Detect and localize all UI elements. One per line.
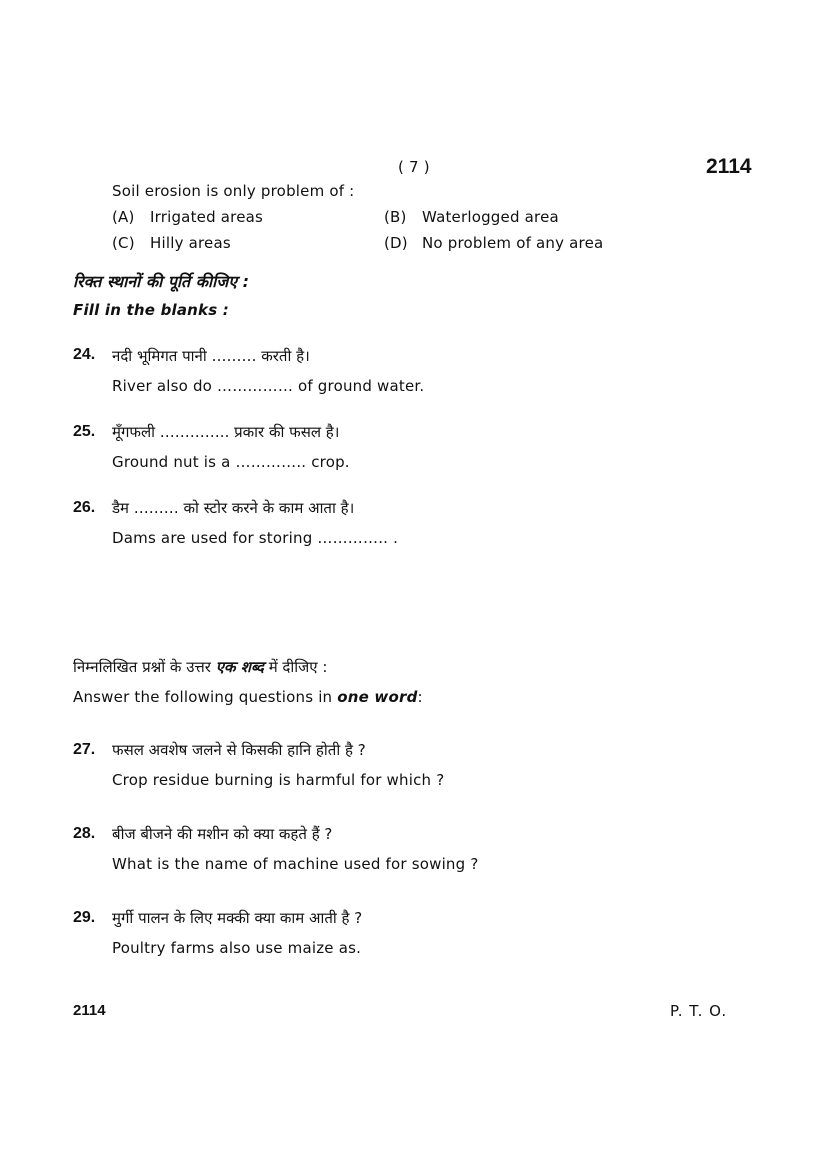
- question-number: 24.: [73, 346, 96, 363]
- question-number: 25.: [73, 423, 96, 440]
- heading-emphasis: one word: [337, 688, 418, 706]
- option-label: (A): [112, 208, 135, 226]
- heading-emphasis: एक शब्द: [215, 658, 264, 676]
- question-english: Crop residue burning is harmful for which ?: [112, 771, 445, 789]
- fill-heading-english: Fill in the blanks :: [73, 301, 229, 319]
- one-word-heading-hindi: [73, 657, 327, 677]
- question-number: 29.: [73, 909, 96, 926]
- question-hindi: मुर्गी पालन के लिए मक्की क्या काम आती है ?: [112, 909, 363, 927]
- q23-question: Soil erosion is only problem of :: [112, 182, 355, 200]
- question-hindi: बीज बीजने की मशीन को क्या कहते हैं ?: [112, 825, 333, 843]
- one-word-heading-english: [73, 688, 423, 706]
- question-number: 26.: [73, 499, 96, 516]
- option-label: (C): [112, 234, 135, 252]
- q23-option-b: [384, 208, 559, 226]
- page-number: ( 7 ): [398, 158, 430, 176]
- question-hindi: मूँगफली ………….. प्रकार की फसल है।: [112, 423, 340, 441]
- heading-part: निम्नलिखित प्रश्नों के उत्तर: [73, 658, 211, 676]
- q23-option-c: [112, 234, 231, 252]
- question-english: Dams are used for storing ………….. .: [112, 529, 399, 547]
- q23-option-d: [384, 234, 603, 252]
- option-text: Hilly areas: [150, 234, 231, 252]
- option-text: Irrigated areas: [150, 208, 264, 226]
- q23-option-a: [112, 208, 263, 226]
- heading-part: :: [417, 688, 423, 706]
- paper-code-header: 2114: [706, 155, 752, 178]
- fill-heading-hindi: रिक्त स्थानों की पूर्ति कीजिए :: [73, 272, 250, 291]
- question-hindi: डैम ……… को स्टोर करने के काम आता है।: [112, 499, 355, 517]
- pto-label: P. T. O.: [670, 1002, 728, 1020]
- question-english: Ground nut is a ………….. crop.: [112, 453, 350, 471]
- question-english: What is the name of machine used for sowing ?: [112, 855, 479, 873]
- question-hindi: फसल अवशेष जलने से किसकी हानि होती है ?: [112, 741, 366, 759]
- question-english: River also do …………… of ground water.: [112, 377, 425, 395]
- option-text: Waterlogged area: [422, 208, 559, 226]
- question-number: 27.: [73, 741, 96, 758]
- paper-code-footer: 2114: [73, 1002, 106, 1019]
- heading-part: Answer the following questions in: [73, 688, 333, 706]
- question-number: 28.: [73, 825, 96, 842]
- option-label: (D): [384, 234, 408, 252]
- question-hindi: नदी भूमिगत पानी ……… करती है।: [112, 347, 310, 365]
- question-english: Poultry farms also use maize as.: [112, 939, 362, 957]
- heading-part: में दीजिए :: [268, 658, 328, 676]
- option-text: No problem of any area: [422, 234, 604, 252]
- option-label: (B): [384, 208, 407, 226]
